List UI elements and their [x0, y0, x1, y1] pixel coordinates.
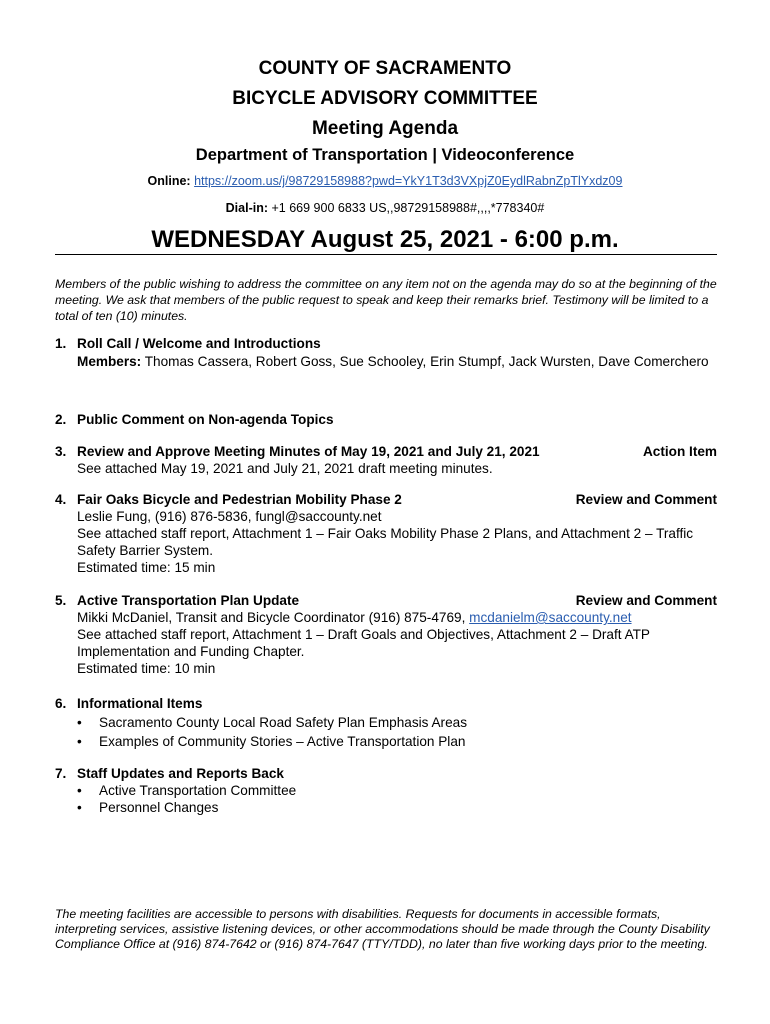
item-title: Public Comment on Non-agenda Topics [77, 412, 334, 427]
public-comment-intro: Members of the public wishing to address the committee on any item not on the agenda may do so at the beginning of the meeting. We ask that members of the public request to speak and keep their remarks brief. Testimony will be limited to a total of ten (10) minutes. [55, 277, 717, 323]
item-number: 3. [55, 444, 67, 459]
action-label: Action Item [642, 444, 717, 459]
dialin-label: Dial-in: [225, 201, 269, 215]
action-label: Review and Comment [575, 492, 717, 507]
item-number: 6. [55, 696, 67, 711]
item-title: Active Transportation Plan Update [77, 593, 300, 608]
item-detail: See attached staff report, Attachment 1 – Draft Goals and Objectives, Attachment 2 – Draft ATP Implementation and Funding Chapter. [77, 627, 650, 659]
item-number: 5. [55, 593, 67, 608]
list-item: • Examples of Community Stories – Active Transportation Plan [77, 734, 466, 749]
agenda-item-6 [55, 695, 717, 750]
agenda-item-7 [55, 765, 717, 816]
action-label: Review and Comment [575, 593, 717, 608]
bullet-list [55, 782, 717, 816]
online-label: Online: [147, 174, 191, 188]
agenda-item-5 [55, 592, 717, 677]
bullet-icon: • [77, 715, 82, 730]
email-link[interactable]: mcdanielm@saccounty.net [469, 610, 632, 625]
item-estimated-time: Estimated time: 10 min [77, 661, 216, 676]
county-title: COUNTY OF SACRAMENTO [258, 58, 512, 79]
meeting-date: WEDNESDAY August 25, 2021 - 6:00 p.m. [151, 226, 619, 253]
members-list: Thomas Cassera, Robert Goss, Sue Schooley, Erin Stumpf, Jack Wursten, Dave Comerchero [144, 354, 709, 369]
item-number: 4. [55, 492, 67, 507]
item-contact [55, 609, 717, 626]
item-estimated-time: Estimated time: 15 min [77, 560, 216, 575]
item-title: Roll Call / Welcome and Introductions [77, 336, 321, 351]
item-detail: See attached staff report, Attachment 1 – Fair Oaks Mobility Phase 2 Plans, and Attachment 2 – Traffic Safety Barrier System. [77, 526, 694, 558]
contact-text: Mikki McDaniel, Transit and Bicycle Coordinator (916) 875-4769, [77, 610, 466, 625]
agenda-item-4 [55, 491, 717, 576]
item-number: 1. [55, 336, 67, 351]
list-item: • Personnel Changes [77, 800, 219, 815]
bullet-icon: • [77, 800, 82, 815]
department-line: Department of Transportation | Videoconference [195, 146, 575, 164]
item-contact: Leslie Fung, (916) 876-5836, fungl@saccounty.net [77, 509, 382, 524]
item-title: Staff Updates and Reports Back [77, 766, 284, 781]
list-item: • Active Transportation Committee [77, 783, 297, 798]
dialin-number: +1 669 900 6833 US,,98729158988#,,,,*778340# [271, 201, 545, 215]
zoom-link[interactable]: https://zoom.us/j/98729158988?pwd=YkY1T3d3VXpjZ0EydlRabnZpTlYxdz09 [194, 174, 623, 188]
item-title: Fair Oaks Bicycle and Pedestrian Mobility Phase 2 [77, 492, 402, 507]
document-type: Meeting Agenda [311, 118, 459, 139]
agenda-item-2 [55, 411, 717, 428]
bullet-list [55, 714, 717, 750]
item-title: Informational Items [77, 696, 203, 711]
agenda-item-1 [55, 335, 717, 372]
online-line [0, 174, 770, 188]
committee-title: BICYCLE ADVISORY COMMITTEE [232, 88, 538, 109]
list-item: • Sacramento County Local Road Safety Plan Emphasis Areas [77, 715, 467, 730]
item-detail: See attached May 19, 2021 and July 21, 2021 draft meeting minutes. [77, 461, 493, 476]
item-number: 2. [55, 412, 67, 427]
bullet-icon: • [77, 783, 82, 798]
accessibility-notice: The meeting facilities are accessible to persons with disabilities. Requests for documents in accessible formats, interpreting services, assistive listening devices, or other accommodations should be made through the County Disability Compliance Office at (916) 874-7642 or (916) 874-7647 (TTY/TDD), no later than five working days prior to the meeting. [55, 907, 710, 951]
bullet-icon: • [77, 734, 82, 749]
item-number: 7. [55, 766, 67, 781]
agenda-item-3 [55, 443, 717, 477]
divider [55, 254, 717, 255]
dialin-line [0, 201, 770, 215]
item-title: Review and Approve Meeting Minutes of May 19, 2021 and July 21, 2021 [77, 444, 540, 459]
members-label: Members: [77, 354, 142, 369]
